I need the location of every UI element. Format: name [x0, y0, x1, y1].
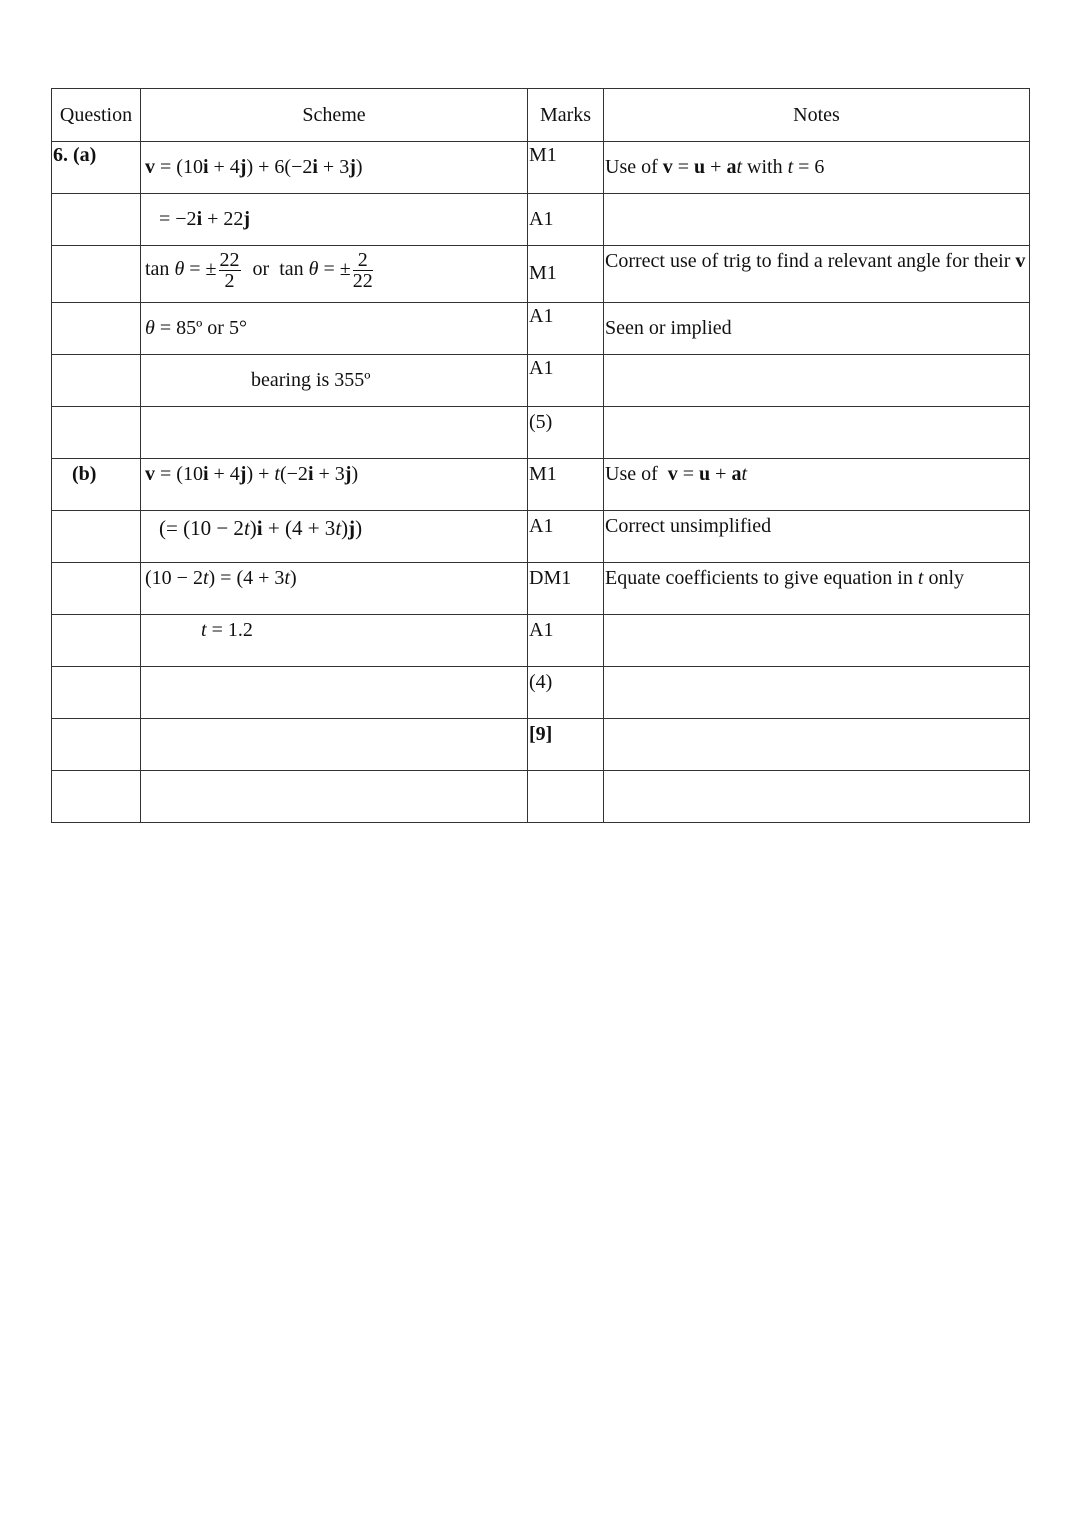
table-row: [52, 511, 1030, 563]
scheme-a3: tan θ = ± $\frac{22}{2}$ or tan θ = ± $\frac{2}{22}$: [145, 249, 373, 292]
table-row: [52, 719, 1030, 771]
grand-total: [9]: [529, 723, 553, 745]
note-a3: Correct use of trig to find a relevant angle for their v: [605, 250, 1026, 272]
table-row: [52, 667, 1030, 719]
table-row: [52, 771, 1030, 823]
mark-scheme-table: [51, 88, 1030, 823]
note-b3: Equate coefficients to give equation in t only: [605, 567, 964, 589]
mark-b2: A1: [529, 515, 554, 537]
mark-a2: A1: [529, 208, 554, 230]
question-label-a: 6. (a): [53, 144, 97, 166]
mark-a4: A1: [529, 305, 554, 327]
table-row: [52, 615, 1030, 667]
scheme-b1: v = (10i + 4j) + t(−2i + 3j): [145, 463, 359, 485]
table-row: [52, 563, 1030, 615]
scheme-b4: t = 1.2: [201, 619, 253, 641]
scheme-a2: = −2i + 22j: [159, 208, 251, 230]
note-a4: Seen or implied: [605, 317, 732, 339]
mark-b4: A1: [529, 619, 554, 641]
mark-a1: M1: [529, 144, 557, 166]
table-row: [52, 194, 1030, 246]
table-row: [52, 246, 1030, 303]
note-a1: Use of v = u + at with t = 6: [605, 156, 825, 178]
table-row: [52, 407, 1030, 459]
scheme-a5: bearing is 355º: [251, 369, 371, 391]
note-b1: Use of v = u + at: [605, 463, 748, 485]
mark-b1: M1: [529, 463, 557, 485]
table-row: [52, 355, 1030, 407]
header-notes: Notes: [604, 89, 1030, 142]
header-row: [52, 89, 1030, 142]
table-row: [52, 142, 1030, 194]
note-b2: Correct unsimplified: [605, 515, 772, 537]
table-row: [52, 303, 1030, 355]
mark-a3: M1: [529, 262, 557, 284]
scheme-b2: (= (10 − 2t)i + (4 + 3t)j): [159, 516, 363, 540]
scheme-b3: (10 − 2t) = (4 + 3t): [145, 567, 297, 589]
question-label-b: (b): [72, 463, 97, 485]
fraction: $\frac{2}{22}$: [352, 249, 373, 292]
subtotal-b: (4): [529, 671, 553, 693]
mark-a5: A1: [529, 357, 554, 379]
scheme-a1: v = (10i + 4j) + 6(−2i + 3j): [145, 156, 363, 178]
mark-b3: DM1: [529, 567, 572, 589]
header-scheme: Scheme: [141, 89, 528, 142]
scheme-a4: θ = 85º or 5°: [145, 317, 247, 339]
header-marks: Marks: [528, 89, 604, 142]
header-question: Question: [52, 89, 141, 142]
fraction: $\frac{22}{2}$: [219, 249, 240, 292]
table-row: [52, 459, 1030, 511]
subtotal-a: (5): [529, 411, 553, 433]
